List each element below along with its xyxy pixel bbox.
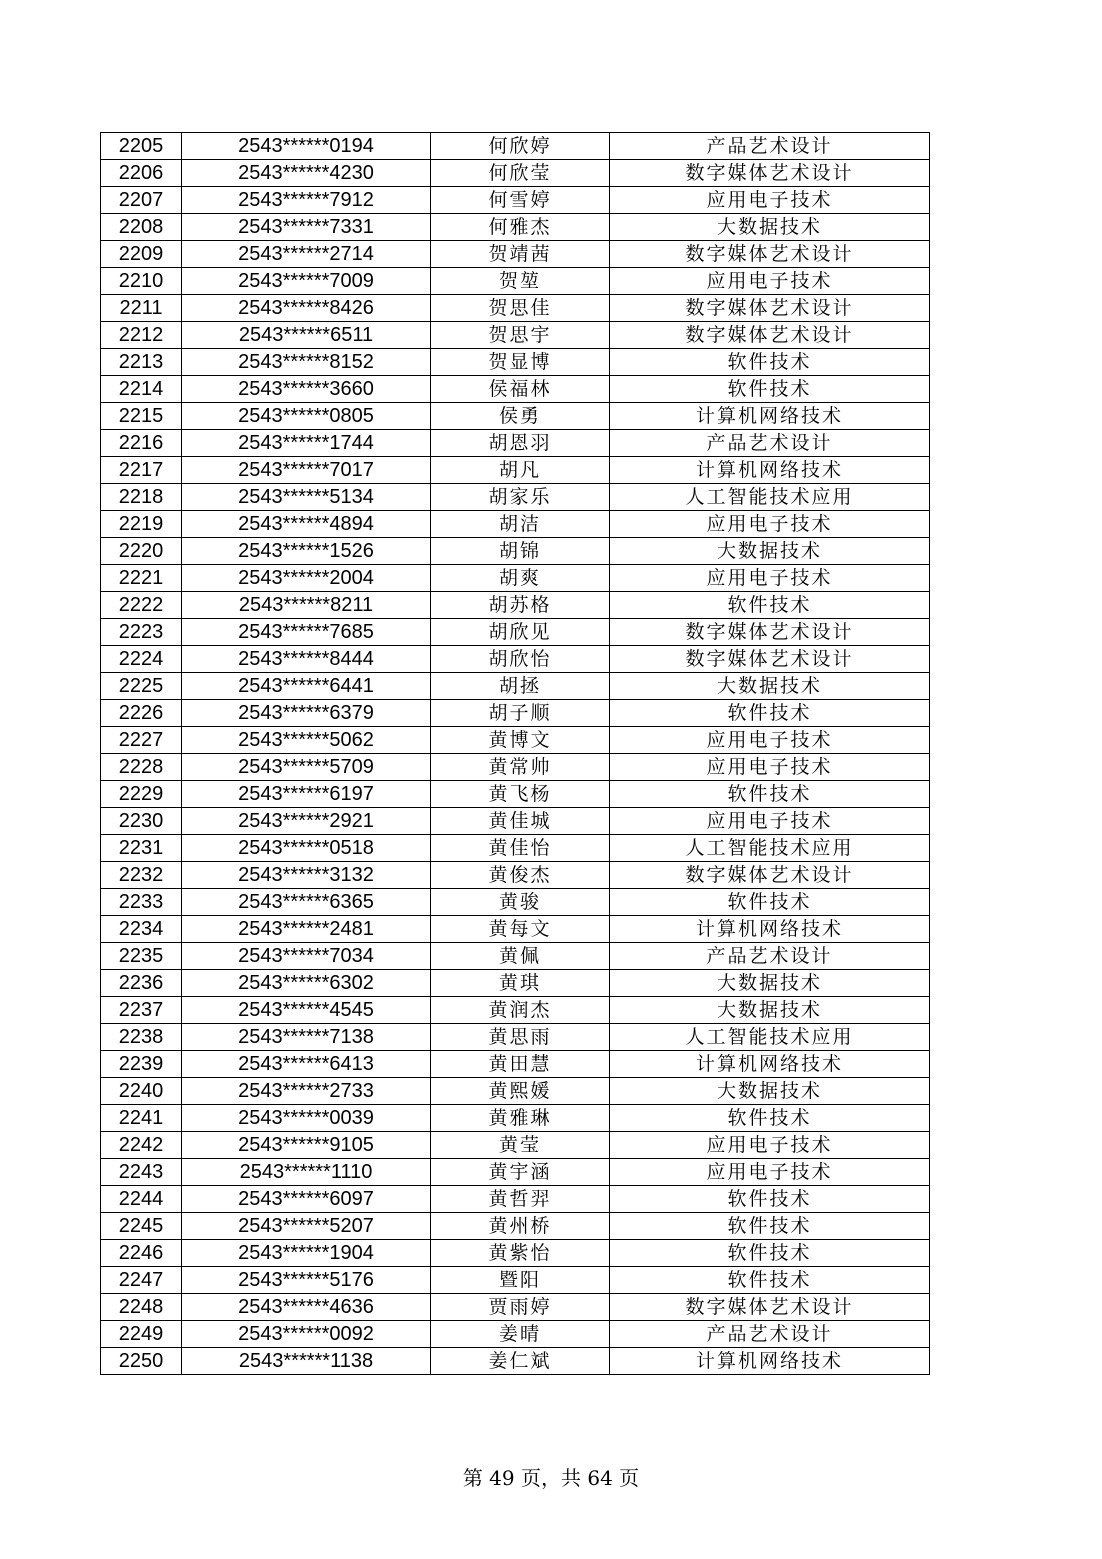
student-id-cell: 2543******2481 bbox=[182, 916, 431, 943]
table-row bbox=[101, 997, 930, 1024]
student-id-cell: 2543******4545 bbox=[182, 997, 431, 1024]
student-id-cell: 2543******4230 bbox=[182, 160, 431, 187]
major-cell: 软件技术 bbox=[610, 592, 930, 619]
major-cell: 产品艺术设计 bbox=[610, 430, 930, 457]
major-cell: 计算机网络技术 bbox=[610, 403, 930, 430]
student-id-cell: 2543******1526 bbox=[182, 538, 431, 565]
student-name-cell: 黄州桥 bbox=[431, 1213, 610, 1240]
row-number-cell: 2231 bbox=[101, 835, 182, 862]
row-number-cell: 2223 bbox=[101, 619, 182, 646]
major-cell: 大数据技术 bbox=[610, 214, 930, 241]
student-id-cell: 2543******7009 bbox=[182, 268, 431, 295]
major-cell: 应用电子技术 bbox=[610, 754, 930, 781]
table-row bbox=[101, 754, 930, 781]
student-id-cell: 2543******2714 bbox=[182, 241, 431, 268]
row-number-cell: 2214 bbox=[101, 376, 182, 403]
student-name-cell: 胡恩羽 bbox=[431, 430, 610, 457]
student-name-cell: 何雅杰 bbox=[431, 214, 610, 241]
student-name-cell: 贺思佳 bbox=[431, 295, 610, 322]
student-name-cell: 黄每文 bbox=[431, 916, 610, 943]
table-row bbox=[101, 295, 930, 322]
student-id-cell: 2543******5207 bbox=[182, 1213, 431, 1240]
table-row bbox=[101, 1078, 930, 1105]
row-number-cell: 2237 bbox=[101, 997, 182, 1024]
table-row bbox=[101, 700, 930, 727]
row-number-cell: 2243 bbox=[101, 1159, 182, 1186]
student-name-cell: 黄宇涵 bbox=[431, 1159, 610, 1186]
row-number-cell: 2240 bbox=[101, 1078, 182, 1105]
student-name-cell: 黄琪 bbox=[431, 970, 610, 997]
student-id-cell: 2543******4636 bbox=[182, 1294, 431, 1321]
table-row bbox=[101, 1213, 930, 1240]
student-name-cell: 黄紫怡 bbox=[431, 1240, 610, 1267]
table-row bbox=[101, 808, 930, 835]
table-row bbox=[101, 673, 930, 700]
student-name-cell: 胡欣见 bbox=[431, 619, 610, 646]
row-number-cell: 2213 bbox=[101, 349, 182, 376]
student-name-cell: 贺堃 bbox=[431, 268, 610, 295]
row-number-cell: 2206 bbox=[101, 160, 182, 187]
student-name-cell: 何欣莹 bbox=[431, 160, 610, 187]
student-name-cell: 黄熙媛 bbox=[431, 1078, 610, 1105]
major-cell: 计算机网络技术 bbox=[610, 457, 930, 484]
major-cell: 人工智能技术应用 bbox=[610, 484, 930, 511]
table-row bbox=[101, 889, 930, 916]
major-cell: 数字媒体艺术设计 bbox=[610, 1294, 930, 1321]
student-name-cell: 胡欣怡 bbox=[431, 646, 610, 673]
student-id-cell: 2543******1110 bbox=[182, 1159, 431, 1186]
major-cell: 应用电子技术 bbox=[610, 727, 930, 754]
student-id-cell: 2543******1138 bbox=[182, 1348, 431, 1375]
table-row bbox=[101, 916, 930, 943]
table-row bbox=[101, 457, 930, 484]
row-number-cell: 2215 bbox=[101, 403, 182, 430]
student-name-cell: 何雪婷 bbox=[431, 187, 610, 214]
row-number-cell: 2235 bbox=[101, 943, 182, 970]
table-row bbox=[101, 376, 930, 403]
student-name-cell: 胡锦 bbox=[431, 538, 610, 565]
table-row bbox=[101, 1240, 930, 1267]
student-name-cell: 胡子顺 bbox=[431, 700, 610, 727]
row-number-cell: 2246 bbox=[101, 1240, 182, 1267]
major-cell: 大数据技术 bbox=[610, 538, 930, 565]
student-id-cell: 2543******6365 bbox=[182, 889, 431, 916]
table-row bbox=[101, 403, 930, 430]
table-row bbox=[101, 1024, 930, 1051]
major-cell: 计算机网络技术 bbox=[610, 916, 930, 943]
row-number-cell: 2226 bbox=[101, 700, 182, 727]
student-id-cell: 2543******0092 bbox=[182, 1321, 431, 1348]
major-cell: 软件技术 bbox=[610, 349, 930, 376]
table-row bbox=[101, 160, 930, 187]
major-cell: 应用电子技术 bbox=[610, 565, 930, 592]
student-id-cell: 2543******8152 bbox=[182, 349, 431, 376]
major-cell: 数字媒体艺术设计 bbox=[610, 619, 930, 646]
student-id-cell: 2543******3132 bbox=[182, 862, 431, 889]
major-cell: 大数据技术 bbox=[610, 673, 930, 700]
table-row bbox=[101, 1159, 930, 1186]
table-row bbox=[101, 1348, 930, 1375]
row-number-cell: 2233 bbox=[101, 889, 182, 916]
row-number-cell: 2232 bbox=[101, 862, 182, 889]
row-number-cell: 2227 bbox=[101, 727, 182, 754]
row-number-cell: 2211 bbox=[101, 295, 182, 322]
row-number-cell: 2212 bbox=[101, 322, 182, 349]
student-name-cell: 黄飞杨 bbox=[431, 781, 610, 808]
student-name-cell: 贺靖茜 bbox=[431, 241, 610, 268]
row-number-cell: 2234 bbox=[101, 916, 182, 943]
major-cell: 人工智能技术应用 bbox=[610, 835, 930, 862]
row-number-cell: 2250 bbox=[101, 1348, 182, 1375]
student-id-cell: 2543******5176 bbox=[182, 1267, 431, 1294]
major-cell: 软件技术 bbox=[610, 700, 930, 727]
student-name-cell: 胡拯 bbox=[431, 673, 610, 700]
major-cell: 应用电子技术 bbox=[610, 187, 930, 214]
student-name-cell: 侯福林 bbox=[431, 376, 610, 403]
student-id-cell: 2543******7331 bbox=[182, 214, 431, 241]
student-id-cell: 2543******2733 bbox=[182, 1078, 431, 1105]
student-name-cell: 姜晴 bbox=[431, 1321, 610, 1348]
row-number-cell: 2241 bbox=[101, 1105, 182, 1132]
student-name-cell: 胡凡 bbox=[431, 457, 610, 484]
table-row bbox=[101, 187, 930, 214]
major-cell: 数字媒体艺术设计 bbox=[610, 646, 930, 673]
student-name-cell: 黄雅琳 bbox=[431, 1105, 610, 1132]
table-row bbox=[101, 430, 930, 457]
table-row bbox=[101, 565, 930, 592]
major-cell: 产品艺术设计 bbox=[610, 943, 930, 970]
student-id-cell: 2543******0039 bbox=[182, 1105, 431, 1132]
row-number-cell: 2225 bbox=[101, 673, 182, 700]
student-name-cell: 黄思雨 bbox=[431, 1024, 610, 1051]
major-cell: 软件技术 bbox=[610, 1240, 930, 1267]
student-id-cell: 2543******2004 bbox=[182, 565, 431, 592]
major-cell: 数字媒体艺术设计 bbox=[610, 862, 930, 889]
row-number-cell: 2249 bbox=[101, 1321, 182, 1348]
student-name-cell: 胡爽 bbox=[431, 565, 610, 592]
major-cell: 软件技术 bbox=[610, 889, 930, 916]
page-number-footer: 第 49 页，共 64 页 bbox=[462, 1466, 640, 1490]
student-name-cell: 贺显博 bbox=[431, 349, 610, 376]
student-id-cell: 2543******2921 bbox=[182, 808, 431, 835]
table-row bbox=[101, 1105, 930, 1132]
row-number-cell: 2220 bbox=[101, 538, 182, 565]
table-row bbox=[101, 322, 930, 349]
row-number-cell: 2208 bbox=[101, 214, 182, 241]
row-number-cell: 2207 bbox=[101, 187, 182, 214]
table-row bbox=[101, 511, 930, 538]
row-number-cell: 2229 bbox=[101, 781, 182, 808]
student-id-cell: 2543******8211 bbox=[182, 592, 431, 619]
row-number-cell: 2219 bbox=[101, 511, 182, 538]
student-id-cell: 2543******5134 bbox=[182, 484, 431, 511]
student-id-cell: 2543******0194 bbox=[182, 133, 431, 160]
student-name-cell: 胡家乐 bbox=[431, 484, 610, 511]
table-row bbox=[101, 1267, 930, 1294]
student-name-cell: 黄哲羿 bbox=[431, 1186, 610, 1213]
table-row bbox=[101, 781, 930, 808]
student-id-cell: 2543******7912 bbox=[182, 187, 431, 214]
table-row bbox=[101, 1186, 930, 1213]
major-cell: 数字媒体艺术设计 bbox=[610, 295, 930, 322]
table-row bbox=[101, 349, 930, 376]
student-name-cell: 暨阳 bbox=[431, 1267, 610, 1294]
row-number-cell: 2205 bbox=[101, 133, 182, 160]
row-number-cell: 2248 bbox=[101, 1294, 182, 1321]
table-row bbox=[101, 943, 930, 970]
table-row bbox=[101, 646, 930, 673]
student-name-cell: 贾雨婷 bbox=[431, 1294, 610, 1321]
table-row bbox=[101, 1294, 930, 1321]
student-name-cell: 黄田慧 bbox=[431, 1051, 610, 1078]
student-id-cell: 2543******1744 bbox=[182, 430, 431, 457]
student-name-cell: 黄骏 bbox=[431, 889, 610, 916]
student-id-cell: 2543******6413 bbox=[182, 1051, 431, 1078]
major-cell: 应用电子技术 bbox=[610, 511, 930, 538]
table-row bbox=[101, 1132, 930, 1159]
row-number-cell: 2238 bbox=[101, 1024, 182, 1051]
major-cell: 数字媒体艺术设计 bbox=[610, 160, 930, 187]
student-name-cell: 何欣婷 bbox=[431, 133, 610, 160]
student-id-cell: 2543******6379 bbox=[182, 700, 431, 727]
table-row bbox=[101, 241, 930, 268]
student-id-cell: 2543******6511 bbox=[182, 322, 431, 349]
student-id-cell: 2543******6097 bbox=[182, 1186, 431, 1213]
major-cell: 软件技术 bbox=[610, 1267, 930, 1294]
student-id-cell: 2543******7138 bbox=[182, 1024, 431, 1051]
student-name-cell: 侯勇 bbox=[431, 403, 610, 430]
major-cell: 计算机网络技术 bbox=[610, 1051, 930, 1078]
student-id-cell: 2543******6302 bbox=[182, 970, 431, 997]
major-cell: 软件技术 bbox=[610, 1186, 930, 1213]
row-number-cell: 2222 bbox=[101, 592, 182, 619]
row-number-cell: 2242 bbox=[101, 1132, 182, 1159]
major-cell: 应用电子技术 bbox=[610, 1159, 930, 1186]
student-name-cell: 黄佳怡 bbox=[431, 835, 610, 862]
student-id-cell: 2543******4894 bbox=[182, 511, 431, 538]
student-name-cell: 贺思宇 bbox=[431, 322, 610, 349]
major-cell: 软件技术 bbox=[610, 1105, 930, 1132]
student-name-cell: 黄佳城 bbox=[431, 808, 610, 835]
table-row bbox=[101, 268, 930, 295]
student-id-cell: 2543******7685 bbox=[182, 619, 431, 646]
row-number-cell: 2247 bbox=[101, 1267, 182, 1294]
student-name-cell: 黄常帅 bbox=[431, 754, 610, 781]
row-number-cell: 2209 bbox=[101, 241, 182, 268]
row-number-cell: 2224 bbox=[101, 646, 182, 673]
table-row bbox=[101, 133, 930, 160]
row-number-cell: 2217 bbox=[101, 457, 182, 484]
major-cell: 软件技术 bbox=[610, 1213, 930, 1240]
student-id-cell: 2543******3660 bbox=[182, 376, 431, 403]
table-row bbox=[101, 592, 930, 619]
row-number-cell: 2210 bbox=[101, 268, 182, 295]
major-cell: 数字媒体艺术设计 bbox=[610, 241, 930, 268]
student-id-cell: 2543******0518 bbox=[182, 835, 431, 862]
student-id-cell: 2543******6197 bbox=[182, 781, 431, 808]
major-cell: 大数据技术 bbox=[610, 997, 930, 1024]
student-name-cell: 黄润杰 bbox=[431, 997, 610, 1024]
table-row bbox=[101, 835, 930, 862]
student-id-cell: 2543******9105 bbox=[182, 1132, 431, 1159]
major-cell: 软件技术 bbox=[610, 781, 930, 808]
row-number-cell: 2230 bbox=[101, 808, 182, 835]
row-number-cell: 2236 bbox=[101, 970, 182, 997]
table-row bbox=[101, 727, 930, 754]
student-name-cell: 黄俊杰 bbox=[431, 862, 610, 889]
student-id-cell: 2543******7017 bbox=[182, 457, 431, 484]
table-row bbox=[101, 1321, 930, 1348]
student-id-cell: 2543******8444 bbox=[182, 646, 431, 673]
major-cell: 应用电子技术 bbox=[610, 1132, 930, 1159]
row-number-cell: 2245 bbox=[101, 1213, 182, 1240]
student-id-cell: 2543******6441 bbox=[182, 673, 431, 700]
student-name-cell: 姜仁斌 bbox=[431, 1348, 610, 1375]
row-number-cell: 2216 bbox=[101, 430, 182, 457]
table-row bbox=[101, 1051, 930, 1078]
table-row bbox=[101, 619, 930, 646]
row-number-cell: 2239 bbox=[101, 1051, 182, 1078]
student-id-cell: 2543******1904 bbox=[182, 1240, 431, 1267]
row-number-cell: 2228 bbox=[101, 754, 182, 781]
major-cell: 数字媒体艺术设计 bbox=[610, 322, 930, 349]
student-id-cell: 2543******8426 bbox=[182, 295, 431, 322]
major-cell: 产品艺术设计 bbox=[610, 1321, 930, 1348]
roster-table bbox=[100, 132, 930, 1375]
roster-body bbox=[101, 133, 930, 1375]
table-row bbox=[101, 970, 930, 997]
row-number-cell: 2221 bbox=[101, 565, 182, 592]
major-cell: 应用电子技术 bbox=[610, 268, 930, 295]
major-cell: 大数据技术 bbox=[610, 970, 930, 997]
major-cell: 大数据技术 bbox=[610, 1078, 930, 1105]
student-name-cell: 胡苏格 bbox=[431, 592, 610, 619]
table-row bbox=[101, 862, 930, 889]
major-cell: 产品艺术设计 bbox=[610, 133, 930, 160]
student-id-cell: 2543******7034 bbox=[182, 943, 431, 970]
major-cell: 软件技术 bbox=[610, 376, 930, 403]
row-number-cell: 2218 bbox=[101, 484, 182, 511]
table-row bbox=[101, 214, 930, 241]
major-cell: 应用电子技术 bbox=[610, 808, 930, 835]
student-name-cell: 黄佩 bbox=[431, 943, 610, 970]
student-id-cell: 2543******5062 bbox=[182, 727, 431, 754]
student-name-cell: 胡洁 bbox=[431, 511, 610, 538]
student-name-cell: 黄博文 bbox=[431, 727, 610, 754]
major-cell: 人工智能技术应用 bbox=[610, 1024, 930, 1051]
table-row bbox=[101, 484, 930, 511]
student-name-cell: 黄莹 bbox=[431, 1132, 610, 1159]
major-cell: 计算机网络技术 bbox=[610, 1348, 930, 1375]
student-id-cell: 2543******0805 bbox=[182, 403, 431, 430]
row-number-cell: 2244 bbox=[101, 1186, 182, 1213]
student-id-cell: 2543******5709 bbox=[182, 754, 431, 781]
table-row bbox=[101, 538, 930, 565]
